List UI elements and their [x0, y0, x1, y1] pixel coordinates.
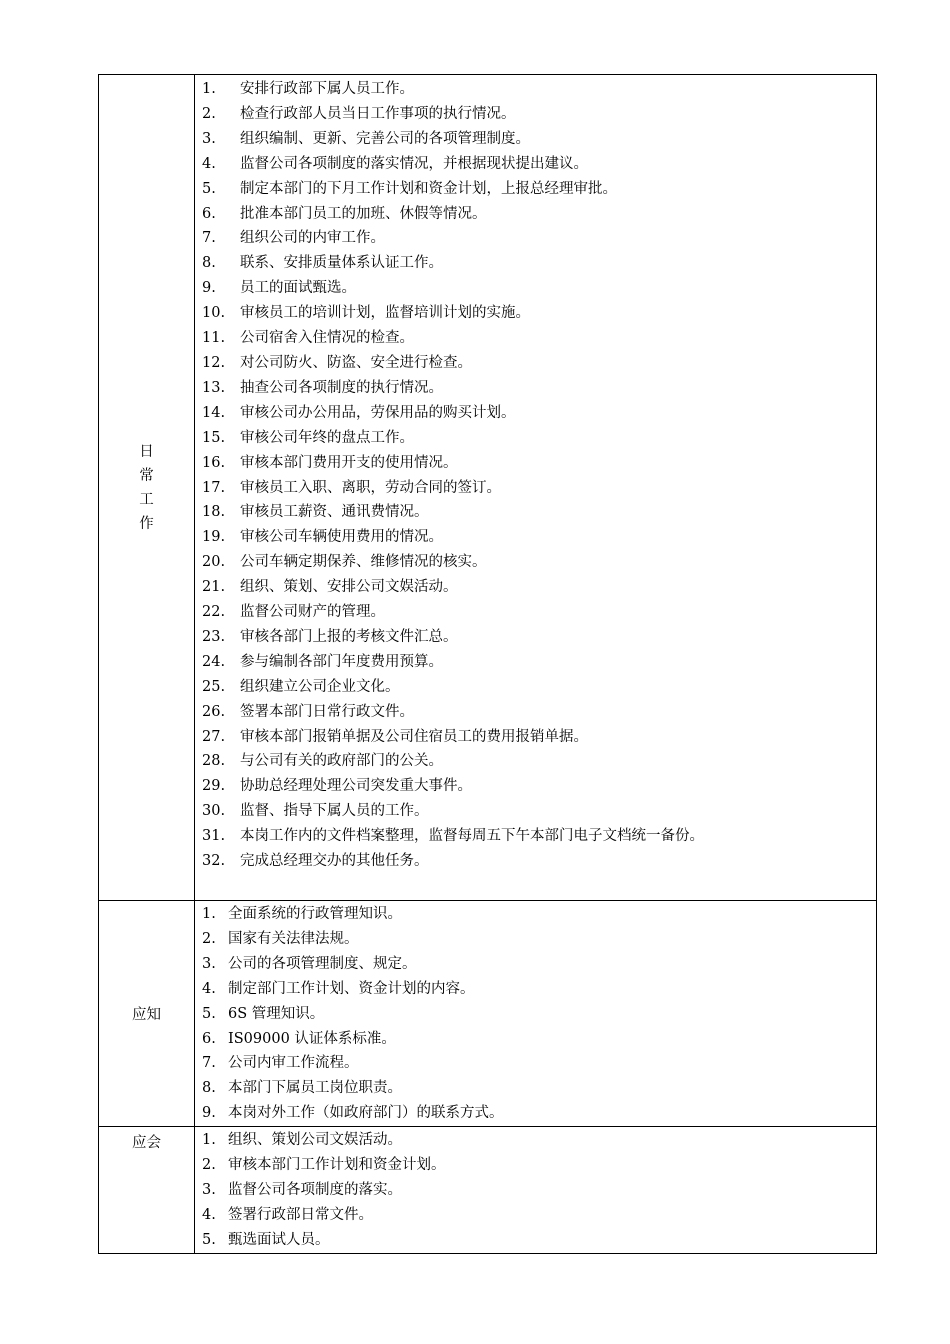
item-text: 审核本部门报销单据及公司住宿员工的费用报销单据。 — [240, 728, 588, 745]
item-number: 4. — [202, 155, 216, 172]
item-number: 7. — [202, 230, 216, 247]
item-number: 4. — [202, 980, 216, 997]
item-text: 抽查公司各项制度的执行情况。 — [240, 379, 443, 396]
item-text: 公司宿舍入住情况的检查。 — [240, 330, 414, 347]
item-text: 监督公司财产的管理。 — [240, 604, 385, 621]
item-number: 29. — [202, 778, 226, 795]
item-text: 组织建立公司企业文化。 — [240, 678, 400, 695]
item-number: 24. — [202, 653, 226, 670]
list-item — [195, 301, 876, 326]
item-number: 6. — [202, 1030, 216, 1047]
item-number: 23. — [202, 628, 226, 645]
list-item — [195, 1228, 876, 1253]
item-text: 员工的面试甄选。 — [240, 280, 356, 297]
item-text: 公司内审工作流程。 — [228, 1055, 359, 1072]
item-text: 审核公司办公用品，劳保用品的购买计划。 — [240, 404, 516, 421]
item-text: 审核公司年终的盘点工作。 — [240, 429, 414, 446]
list-item — [195, 326, 876, 351]
item-number: 30. — [202, 803, 226, 820]
item-number: 6. — [202, 205, 216, 222]
list-item — [195, 575, 876, 600]
knowledge-row — [99, 901, 877, 1127]
list-item — [195, 426, 876, 451]
item-number: 12. — [202, 354, 226, 371]
item-number: 17. — [202, 479, 226, 496]
item-number: 26. — [202, 703, 226, 720]
item-number: 5. — [202, 1231, 216, 1248]
list-item — [195, 675, 876, 700]
daily-work-label — [99, 440, 194, 536]
item-text: 审核本部门费用开支的使用情况。 — [240, 454, 458, 471]
skills-content-cell — [195, 1127, 877, 1254]
item-number: 22. — [202, 604, 226, 621]
list-item — [195, 500, 876, 525]
item-number: 2. — [202, 1157, 216, 1174]
job-duties-table — [98, 74, 877, 1254]
item-text: 6S 管理知识。 — [228, 1005, 325, 1022]
daily-work-list — [195, 75, 876, 900]
daily-work-label-char: 工 — [139, 491, 154, 508]
item-text: 监督公司各项制度的落实情况，并根据现状提出建议。 — [240, 155, 588, 172]
item-text: 完成总经理交办的其他任务。 — [240, 853, 429, 870]
item-text: 组织、策划、安排公司文娱活动。 — [240, 579, 458, 596]
list-item — [195, 127, 876, 152]
item-text: 联系、安排质量体系认证工作。 — [240, 255, 443, 272]
item-text: 全面系统的行政管理知识。 — [228, 906, 402, 922]
item-text: 国家有关法律法规。 — [228, 930, 359, 947]
daily-work-label-cell — [99, 75, 195, 901]
item-number: 8. — [202, 255, 216, 272]
list-item — [195, 351, 876, 376]
item-number: 14. — [202, 404, 226, 421]
knowledge-label: 应知 — [132, 1007, 161, 1024]
list-item — [195, 600, 876, 625]
item-number: 5. — [202, 1005, 216, 1022]
skills-row — [99, 1127, 877, 1254]
item-number: 16. — [202, 454, 226, 471]
list-item — [195, 1153, 876, 1178]
item-number: 19. — [202, 529, 226, 546]
list-item — [195, 1128, 876, 1153]
item-text: 审核本部门工作计划和资金计划。 — [228, 1157, 446, 1174]
item-number: 15. — [202, 429, 226, 446]
list-item — [195, 401, 876, 426]
list-item — [195, 1051, 876, 1076]
list-item — [195, 700, 876, 725]
list-item — [195, 977, 876, 1002]
item-number: 32. — [202, 853, 226, 870]
item-text: 审核员工薪资、通讯费情况。 — [240, 504, 429, 521]
list-item — [195, 774, 876, 799]
list-item — [195, 550, 876, 575]
item-text: 制定本部门的下月工作计划和资金计划，上报总经理审批。 — [240, 180, 617, 197]
daily-work-label-char: 日 — [139, 443, 154, 460]
list-item — [195, 1203, 876, 1228]
item-text: 签署行政部日常文件。 — [228, 1206, 373, 1223]
list-item — [195, 799, 876, 824]
item-number: 4. — [202, 1206, 216, 1223]
item-number: 2. — [202, 105, 216, 122]
item-number: 9. — [202, 1105, 216, 1122]
list-item — [195, 1076, 876, 1101]
list-item — [195, 824, 876, 849]
list-item — [195, 625, 876, 650]
item-number: 28. — [202, 753, 226, 770]
list-item — [195, 251, 876, 276]
list-item — [195, 1002, 876, 1027]
list-item — [195, 77, 876, 102]
skills-list — [195, 1127, 876, 1253]
item-number: 3. — [202, 955, 216, 972]
list-item — [195, 1101, 876, 1126]
item-number: 9. — [202, 280, 216, 297]
item-text: IS09000 认证体系标准。 — [228, 1030, 396, 1047]
item-number: 18. — [202, 504, 226, 521]
list-item — [195, 226, 876, 251]
item-number: 8. — [202, 1080, 216, 1097]
list-item — [195, 476, 876, 501]
item-number: 27. — [202, 728, 226, 745]
item-text: 制定部门工作计划、资金计划的内容。 — [228, 980, 475, 997]
item-text: 组织公司的内审工作。 — [240, 230, 385, 247]
item-number: 1. — [202, 906, 216, 922]
list-item — [195, 849, 876, 874]
item-text: 审核公司车辆使用费用的情况。 — [240, 529, 443, 546]
item-text: 审核员工入职、离职，劳动合同的签订。 — [240, 479, 501, 496]
item-text: 本岗工作内的文件档案整理，监督每周五下午本部门电子文档统一备份。 — [240, 828, 704, 845]
list-item — [195, 749, 876, 774]
list-item — [195, 152, 876, 177]
item-text: 批准本部门员工的加班、休假等情况。 — [240, 205, 487, 222]
list-item — [195, 725, 876, 750]
item-text: 本岗对外工作（如政府部门）的联系方式。 — [228, 1105, 504, 1122]
skills-label: 应会 — [132, 1135, 161, 1152]
item-text: 安排行政部下属人员工作。 — [240, 81, 414, 97]
item-number: 1. — [202, 1132, 216, 1149]
list-item — [195, 902, 876, 927]
item-number: 3. — [202, 1181, 216, 1198]
list-item — [195, 1027, 876, 1052]
item-text: 本部门下属员工岗位职责。 — [228, 1080, 402, 1097]
item-text: 审核各部门上报的考核文件汇总。 — [240, 628, 458, 645]
item-text: 参与编制各部门年度费用预算。 — [240, 653, 443, 670]
item-text: 公司车辆定期保养、维修情况的核实。 — [240, 554, 487, 571]
item-text: 签署本部门日常行政文件。 — [240, 703, 414, 720]
item-number: 25. — [202, 678, 226, 695]
daily-work-row — [99, 75, 877, 901]
knowledge-content-cell — [195, 901, 877, 1127]
daily-work-label-char: 常 — [139, 467, 154, 484]
item-text: 监督、指导下属人员的工作。 — [240, 803, 429, 820]
skills-label-cell — [99, 1127, 195, 1254]
list-item — [195, 1178, 876, 1203]
list-item — [195, 177, 876, 202]
item-text: 公司的各项管理制度、规定。 — [228, 955, 417, 972]
item-number: 5. — [202, 180, 216, 197]
list-item — [195, 276, 876, 301]
item-text: 对公司防火、防盗、安全进行检查。 — [240, 354, 472, 371]
item-text: 协助总经理处理公司突发重大事件。 — [240, 778, 472, 795]
item-number: 10. — [202, 305, 226, 322]
item-text: 审核员工的培训计划，监督培训计划的实施。 — [240, 305, 530, 322]
item-number: 20. — [202, 554, 226, 571]
list-item — [195, 102, 876, 127]
list-item — [195, 525, 876, 550]
knowledge-label-cell — [99, 901, 195, 1127]
list-item — [195, 650, 876, 675]
item-number: 3. — [202, 130, 216, 147]
list-item — [195, 202, 876, 227]
item-text: 组织编制、更新、完善公司的各项管理制度。 — [240, 130, 530, 147]
list-item — [195, 927, 876, 952]
list-item — [195, 952, 876, 977]
item-number: 21. — [202, 579, 226, 596]
list-item — [195, 451, 876, 476]
item-number: 1. — [202, 81, 216, 97]
item-number: 7. — [202, 1055, 216, 1072]
daily-work-content-cell — [195, 75, 877, 901]
item-number: 13. — [202, 379, 226, 396]
item-text: 甄选面试人员。 — [228, 1231, 330, 1248]
item-number: 11. — [202, 330, 226, 347]
item-text: 监督公司各项制度的落实。 — [228, 1181, 402, 1198]
list-item — [195, 376, 876, 401]
knowledge-list — [195, 901, 876, 1126]
item-text: 组织、策划公司文娱活动。 — [228, 1132, 402, 1149]
item-number: 2. — [202, 930, 216, 947]
item-number: 31. — [202, 828, 226, 845]
daily-work-label-char: 作 — [139, 515, 154, 532]
item-text: 检查行政部人员当日工作事项的执行情况。 — [240, 105, 516, 122]
item-text: 与公司有关的政府部门的公关。 — [240, 753, 443, 770]
